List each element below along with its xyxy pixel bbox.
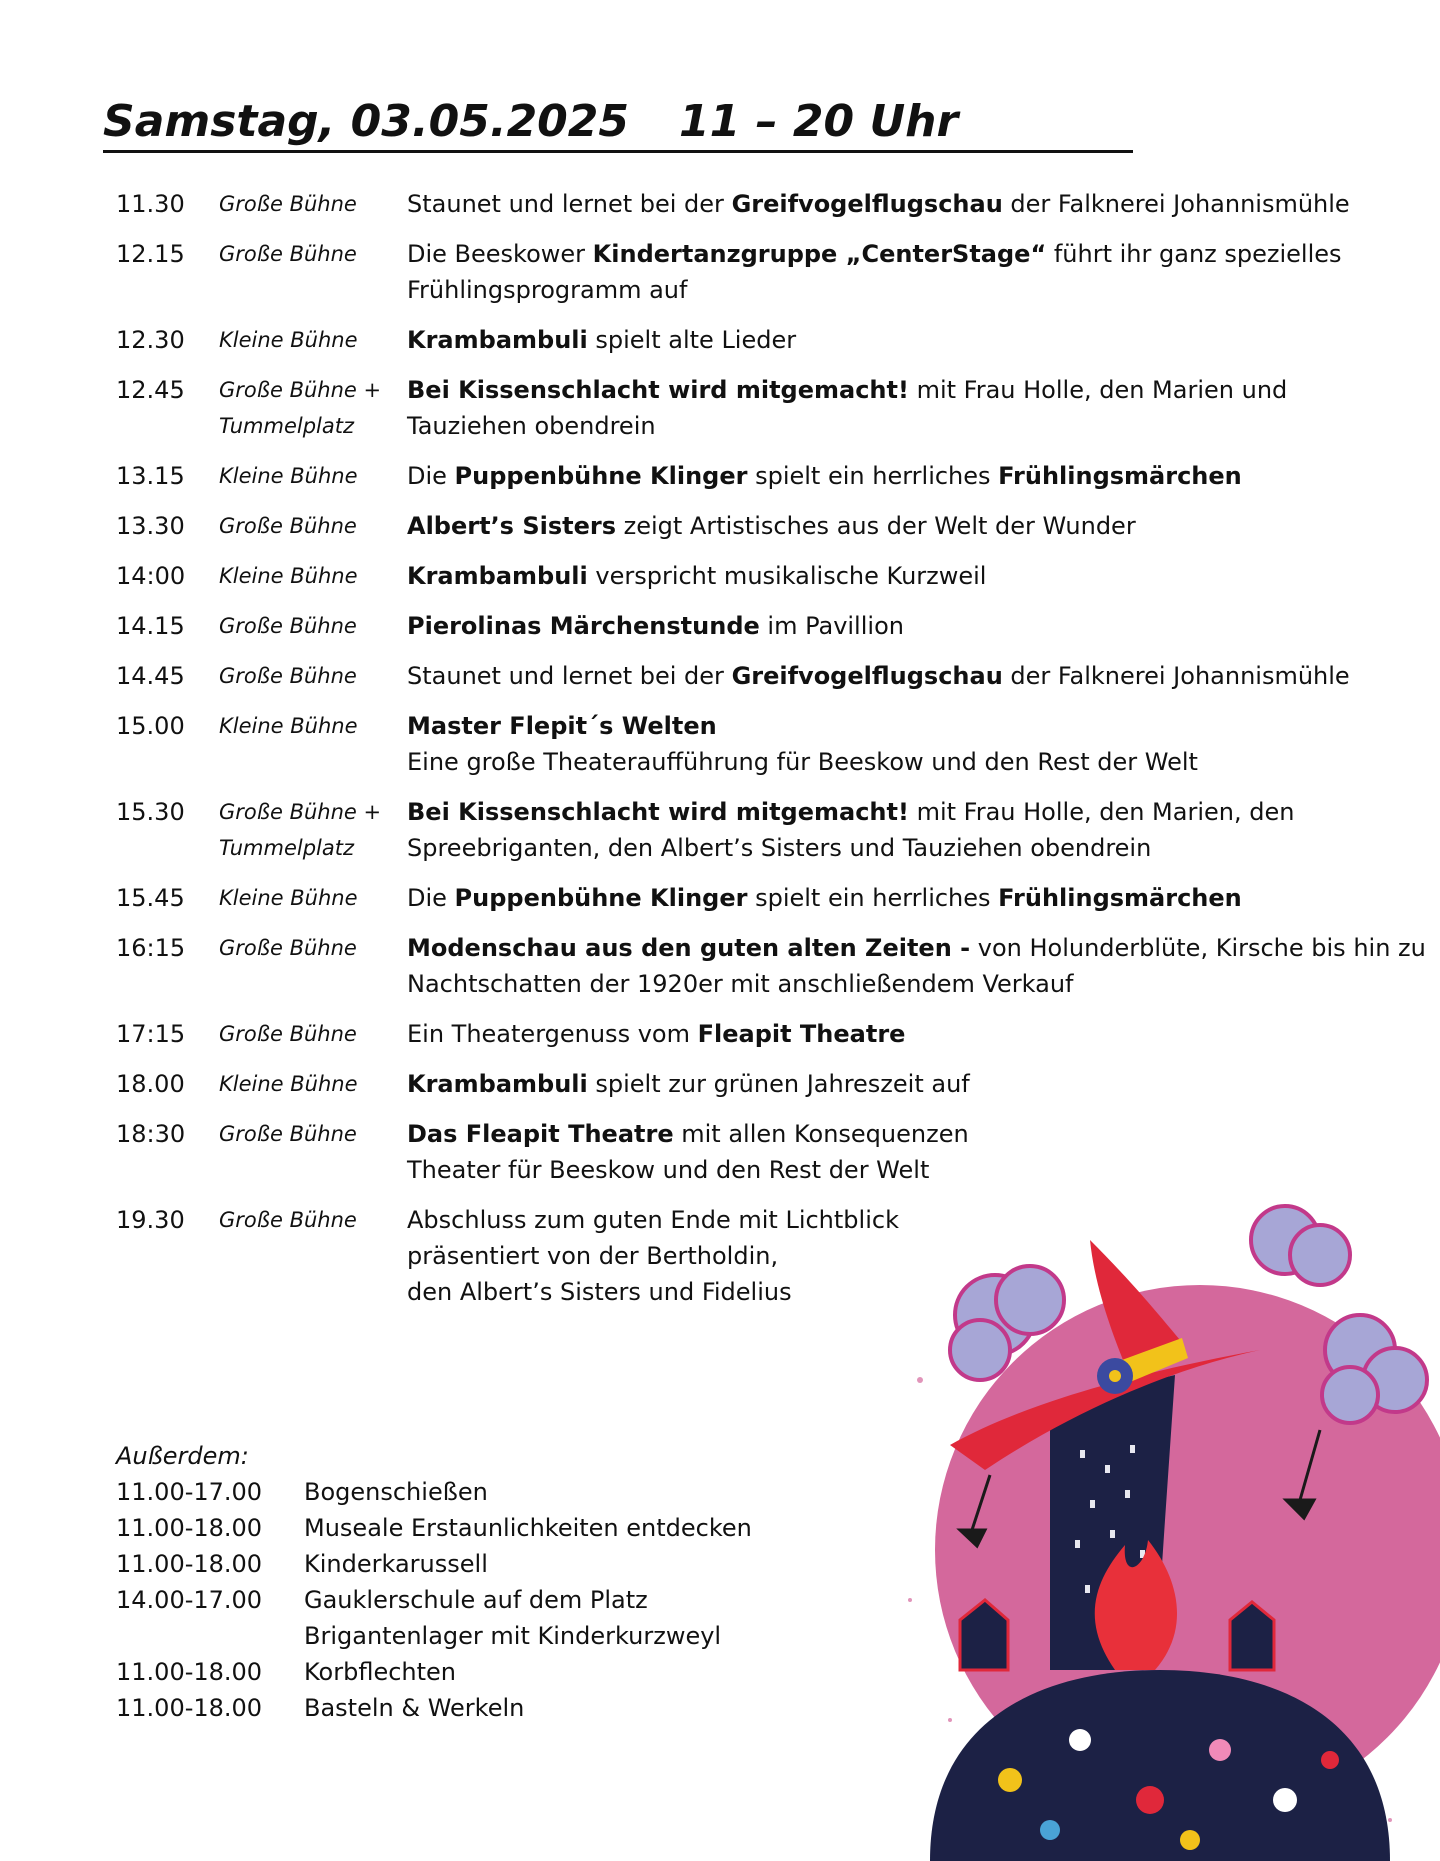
highlight-text: Krambambuli: [407, 326, 588, 354]
stage-line: Große Bühne: [219, 1208, 357, 1232]
schedule-stage: [219, 372, 407, 444]
schedule-list: [116, 186, 1426, 1324]
stage-line: Tummelplatz: [219, 836, 354, 860]
schedule-time: 14.15: [116, 612, 185, 640]
schedule-time: 14:00: [116, 562, 186, 590]
schedule-description: [407, 930, 1426, 1002]
extras-label: Korbflechten: [304, 1658, 457, 1686]
extras-time: [116, 1618, 304, 1654]
schedule-description: [407, 1016, 1376, 1052]
schedule-row: [116, 708, 1376, 780]
schedule-stage: [219, 708, 407, 744]
schedule-row: [116, 322, 1376, 358]
schedule-time: 12.15: [116, 240, 185, 268]
schedule-time: 18.00: [116, 1070, 185, 1098]
description-line: [407, 708, 1376, 744]
highlight-text: Puppenbühne Klinger: [454, 462, 748, 490]
schedule-row: [116, 372, 1376, 444]
extras-time: 11.00-18.00: [116, 1658, 263, 1686]
highlight-text: Krambambuli: [407, 562, 588, 590]
description-text: mit Frau Holle, den Marien und: [908, 376, 1288, 404]
schedule-row: [116, 794, 1376, 866]
stage-line: Kleine Bühne: [219, 464, 358, 488]
description-line: [407, 1016, 1376, 1052]
stage-line: Große Bühne: [219, 514, 357, 538]
extras-item: [116, 1654, 876, 1690]
description-text: im Pavillion: [759, 612, 904, 640]
description-text: den Albert’s Sisters und Fidelius: [407, 1278, 792, 1306]
description-text: Die Beeskower: [407, 240, 593, 268]
description-line: [407, 744, 1376, 780]
description-line: [407, 880, 1376, 916]
title-date: Samstag, 03.05.2025: [103, 96, 630, 147]
schedule-row: [116, 236, 1376, 308]
description-line: [407, 236, 1376, 272]
extras-label: Brigantenlager mit Kinderkurzweyl: [304, 1622, 722, 1650]
stage-line: Große Bühne: [219, 614, 357, 638]
highlight-text: Bei Kissenschlacht wird mitgemacht!: [407, 798, 909, 826]
schedule-row: [116, 1016, 1376, 1052]
description-text: präsentiert von der Bertholdin,: [407, 1242, 779, 1270]
highlight-text: Das Fleapit Theatre: [407, 1120, 674, 1148]
schedule-description: [407, 608, 1376, 644]
highlight-text: Greifvogelflugschau: [731, 190, 1003, 218]
description-text: führt ihr ganz spezielles: [1046, 240, 1342, 268]
description-text: Staunet und lernet bei der: [407, 662, 732, 690]
description-text: Die: [407, 462, 455, 490]
description-text: Eine große Theateraufführung für Beeskow und den Rest der Welt: [407, 748, 1198, 776]
schedule-row: [116, 658, 1376, 694]
extras-item: [116, 1510, 876, 1546]
description-line: [407, 186, 1376, 222]
schedule-stage: [219, 1066, 407, 1102]
schedule-time: 15.45: [116, 884, 185, 912]
schedule-time: 17:15: [116, 1020, 186, 1048]
schedule-description: [407, 458, 1376, 494]
extras-heading: Außerdem:: [116, 1442, 249, 1470]
highlight-text: Puppenbühne Klinger: [454, 884, 748, 912]
highlight-text: Master Flepit´s Welten: [407, 712, 717, 740]
description-line: [407, 558, 1376, 594]
schedule-time: 12.45: [116, 376, 185, 404]
extras-item: [116, 1690, 876, 1726]
schedule-stage: [219, 322, 407, 358]
highlight-text: Frühlingsmärchen: [998, 462, 1242, 490]
schedule-stage: [219, 458, 407, 494]
cloud-icon: [1251, 1206, 1350, 1285]
schedule-row: [116, 186, 1376, 222]
witch-hat-tower-illustration: [890, 1200, 1440, 1861]
description-text: Frühlingsprogramm auf: [407, 276, 688, 304]
description-line: [407, 966, 1426, 1002]
extras-time: 14.00-17.00: [116, 1586, 263, 1614]
page-title: [103, 96, 1133, 153]
schedule-time: 13.30: [116, 512, 185, 540]
stage-line: Kleine Bühne: [219, 564, 358, 588]
description-text: der Falknerei Johannismühle: [1002, 662, 1350, 690]
schedule-stage: [219, 508, 407, 544]
description-line: [407, 1066, 1376, 1102]
stage-line: Große Bühne: [219, 1022, 357, 1046]
stage-line: Große Bühne: [219, 664, 357, 688]
schedule-description: [407, 508, 1376, 544]
extras-time: 11.00-18.00: [116, 1514, 263, 1542]
description-line: [407, 508, 1376, 544]
schedule-time: 18:30: [116, 1120, 186, 1148]
schedule-time: 14.45: [116, 662, 185, 690]
extras-label: Gauklerschule auf dem Platz: [304, 1586, 648, 1614]
extras-item: [116, 1582, 876, 1618]
description-text: Die: [407, 884, 455, 912]
highlight-text: Albert’s Sisters: [407, 512, 616, 540]
schedule-stage: [219, 1116, 407, 1152]
description-text: Ein Theatergenuss vom: [407, 1020, 698, 1048]
schedule-stage: [219, 186, 407, 222]
extras-list: [116, 1474, 876, 1726]
stage-line: Kleine Bühne: [219, 328, 358, 352]
highlight-text: Kindertanzgruppe „CenterStage“: [592, 240, 1047, 268]
stage-line: Große Bühne: [219, 192, 357, 216]
schedule-row: [116, 1116, 1376, 1188]
highlight-text: Fleapit Theatre: [697, 1020, 906, 1048]
schedule-description: [407, 186, 1376, 222]
description-text: Tauziehen obendrein: [407, 412, 656, 440]
schedule-time: 15.30: [116, 798, 185, 826]
schedule-description: [407, 1066, 1376, 1102]
stage-line: Kleine Bühne: [219, 886, 358, 910]
highlight-text: Bei Kissenschlacht wird mitgemacht!: [407, 376, 909, 404]
stage-line: Große Bühne +: [219, 800, 382, 824]
extras-label: Bogenschießen: [304, 1478, 488, 1506]
description-line: [407, 608, 1376, 644]
schedule-description: [407, 1116, 1376, 1188]
schedule-time: 16:15: [116, 934, 186, 962]
extras-item: [116, 1546, 876, 1582]
description-text: spielt ein herrliches: [747, 884, 999, 912]
description-text: spielt alte Lieder: [587, 326, 797, 354]
schedule-time: 19.30: [116, 1206, 185, 1234]
description-text: von Holunderblüte, Kirsche bis hin zu: [970, 934, 1426, 962]
schedule-description: [407, 708, 1376, 780]
title-hours: 11 – 20 Uhr: [679, 96, 959, 147]
schedule-row: [116, 930, 1426, 1002]
schedule-description: [407, 372, 1376, 444]
stage-line: Tummelplatz: [219, 414, 354, 438]
extras-section: [116, 1438, 876, 1726]
extras-label: Basteln & Werkeln: [304, 1694, 525, 1722]
stage-line: Große Bühne: [219, 936, 357, 960]
schedule-description: [407, 880, 1376, 916]
extras-time: 11.00-18.00: [116, 1550, 263, 1578]
stage-line: Große Bühne: [219, 1122, 357, 1146]
schedule-row: [116, 508, 1376, 544]
schedule-description: [407, 658, 1376, 694]
schedule-description: [407, 794, 1376, 866]
description-text: mit allen Konsequenzen: [673, 1120, 969, 1148]
extras-label: Kinderkarussell: [304, 1550, 488, 1578]
description-line: [407, 794, 1376, 830]
stage-line: Große Bühne +: [219, 378, 382, 402]
highlight-text: Greifvogelflugschau: [731, 662, 1003, 690]
schedule-row: [116, 458, 1376, 494]
description-text: zeigt Artistisches aus der Welt der Wunder: [616, 512, 1136, 540]
description-line: [407, 322, 1376, 358]
schedule-description: [407, 322, 1376, 358]
extras-time: 11.00-18.00: [116, 1694, 263, 1722]
description-text: spielt ein herrliches: [747, 462, 999, 490]
description-line: [407, 1116, 1376, 1152]
schedule-time: 11.30: [116, 190, 185, 218]
schedule-time: 15.00: [116, 712, 185, 740]
schedule-stage: [219, 1202, 407, 1238]
schedule-stage: [219, 1016, 407, 1052]
schedule-stage: [219, 558, 407, 594]
schedule-stage: [219, 794, 407, 866]
stage-line: Kleine Bühne: [219, 714, 358, 738]
description-text: der Falknerei Johannismühle: [1002, 190, 1350, 218]
schedule-row: [116, 880, 1376, 916]
schedule-row: [116, 558, 1376, 594]
description-line: [407, 272, 1376, 308]
highlight-text: Frühlingsmärchen: [998, 884, 1242, 912]
schedule-row: [116, 608, 1376, 644]
description-text: spielt zur grünen Jahreszeit auf: [587, 1070, 970, 1098]
extras-time: 11.00-17.00: [116, 1478, 263, 1506]
schedule-stage: [219, 658, 407, 694]
description-text: verspricht musikalische Kurzweil: [587, 562, 987, 590]
description-text: Spreebriganten, den Albert’s Sisters und Tauziehen obendrein: [407, 834, 1152, 862]
schedule-stage: [219, 236, 407, 272]
extras-label: Museale Erstaunlichkeiten entdecken: [304, 1514, 752, 1542]
schedule-stage: [219, 608, 407, 644]
flower-icon: [1097, 1358, 1133, 1394]
description-line: [407, 930, 1426, 966]
schedule-description: [407, 558, 1376, 594]
stage-line: Kleine Bühne: [219, 1072, 358, 1096]
extras-item: [116, 1618, 876, 1654]
description-line: [407, 372, 1376, 408]
schedule-time: 12.30: [116, 326, 185, 354]
highlight-text: Modenschau aus den guten alten Zeiten -: [407, 934, 971, 962]
description-text: Theater für Beeskow und den Rest der Welt: [407, 1156, 930, 1184]
description-line: [407, 658, 1376, 694]
description-text: mit Frau Holle, den Marien, den: [908, 798, 1295, 826]
schedule-description: [407, 236, 1376, 308]
description-line: [407, 408, 1376, 444]
schedule-time: 13.15: [116, 462, 185, 490]
stage-line: Große Bühne: [219, 242, 357, 266]
extras-item: [116, 1474, 876, 1510]
description-text: Abschluss zum guten Ende mit Lichtblick: [407, 1206, 899, 1234]
highlight-text: Krambambuli: [407, 1070, 588, 1098]
cloud-icon: [1322, 1315, 1427, 1423]
description-line: [407, 458, 1376, 494]
description-text: Staunet und lernet bei der: [407, 190, 732, 218]
description-text: Nachtschatten der 1920er mit anschließendem Verkauf: [407, 970, 1074, 998]
schedule-row: [116, 1066, 1376, 1102]
highlight-text: Pierolinas Märchenstunde: [407, 612, 760, 640]
schedule-stage: [219, 930, 407, 966]
description-line: [407, 1152, 1376, 1188]
schedule-stage: [219, 880, 407, 916]
description-line: [407, 830, 1376, 866]
